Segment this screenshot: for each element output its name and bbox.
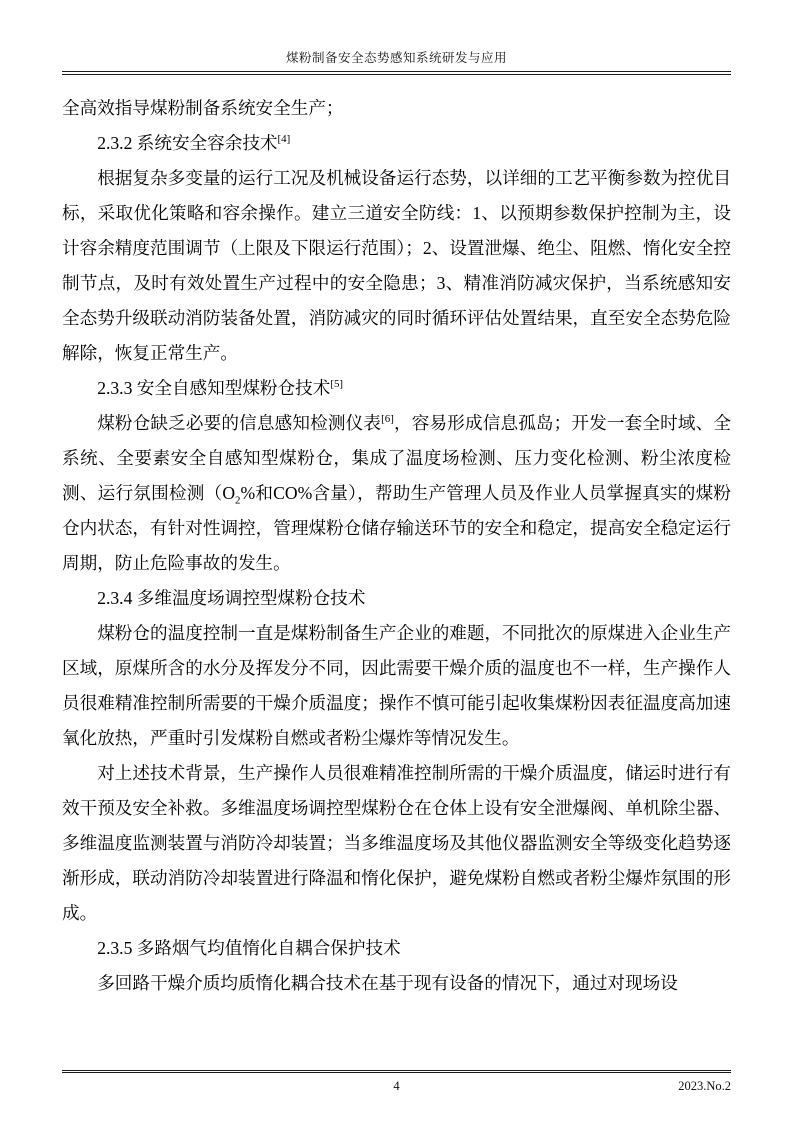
heading-text: 2.3.2 系统安全容余技术 — [97, 132, 278, 153]
page-footer — [62, 1070, 731, 1095]
paragraph-2-3-4-b: 对上述技术背景，生产操作人员很难精准控制所需的干燥介质温度，储运时进行有效干预及安全补救。多维温度场调控型煤粉仓在仓体上设有安全泄爆阀、单机除尘器、多维温度监测装置与消防冷却装置；当多维温度场及其他仪器监测安全等级变化趋势逐渐形成，联动消防冷却装置进行降温和惰化保护，避免煤粉自燃或者粉尘爆炸氛围的形成。 — [62, 762, 731, 923]
section-heading-2-3-5: 2.3.5 多路烟气均值惰化自耦合保护技术 — [97, 937, 401, 958]
paragraph-segment: ，容易形成信息孤岛；开发一套全时域、全系统、全要素安全自感知型煤粉仓，集成了温度场检测、压力变化检测、粉尘浓度检测、运行氛围检测（O — [62, 412, 731, 503]
section-heading-2-3-4: 2.3.4 多维温度场调控型煤粉仓技术 — [97, 587, 366, 608]
reference-marker: [5] — [330, 377, 344, 390]
paragraph-segment: 煤粉仓缺乏必要的信息感知检测仪表 — [97, 412, 382, 433]
paragraph-segment: %和CO%含量），帮助生产管理人员及作业人员掌握真实的煤粉仓内状态，有针对性调控，管理煤粉仓储存输送环节的安全和稳定，提高安全稳定运行周期，防止危险事故的发生。 — [62, 482, 731, 573]
body-text — [62, 91, 731, 1001]
reference-marker: [6] — [381, 412, 394, 425]
page-number: 4 — [393, 1079, 400, 1093]
paragraph-2-3-4-a: 煤粉仓的温度控制一直是煤粉制备生产企业的难题，不同批次的原煤进入企业生产区域，原煤所含的水分及挥发分不同，因此需要干燥介质的温度也不一样，生产操作人员很难精准控制所需要的干燥介质温度；操作不慎可能引起收集煤粉因表征温度高加速氧化放热，严重时引发煤粉自燃或者粉尘爆炸等情况发生。 — [62, 622, 731, 748]
paragraph-continuation: 全高效指导煤粉制备系统安全生产； — [62, 97, 344, 118]
section-heading-2-3-2 — [62, 126, 731, 161]
reference-marker: [4] — [277, 132, 291, 145]
subscript-marker: 2 — [235, 494, 241, 507]
header-rule-top — [62, 71, 731, 72]
section-heading-2-3-3 — [62, 371, 731, 406]
page-content-area — [62, 48, 731, 1082]
footer-row — [62, 1073, 731, 1094]
paragraph-2-3-5: 多回路干燥介质均质惰化耦合技术在基于现有设备的情况下，通过对现场设 — [97, 972, 678, 993]
header-rule-bottom — [62, 74, 731, 75]
footer-rule-top — [62, 1070, 731, 1071]
heading-text: 2.3.3 安全自感知型煤粉仓技术 — [97, 377, 331, 398]
running-head: 煤粉制备安全态势感知系统研发与应用 — [285, 51, 507, 65]
paragraph-2-3-2: 根据复杂多变量的运行工况及机械设备运行态势，以详细的工艺平衡参数为控优目标，采取优化策略和容余操作。建立三道安全防线：1、以预期参数保护控制为主，设计容余精度范围调节（上限及下限运行范围）；2、设置泄爆、绝尘、阻燃、惰化安全控制节点，及时有效处置生产过程中的安全隐患；3、精准消防减灾保护，当系统感知安全态势升级联动消防装备处置，消防减灾的同时循环评估处置结果，直至安全态势危险解除，恢复正常生产。 — [62, 167, 731, 363]
issue-label: 2023.No.2 — [678, 1079, 731, 1093]
paragraph-2-3-3 — [62, 406, 731, 581]
